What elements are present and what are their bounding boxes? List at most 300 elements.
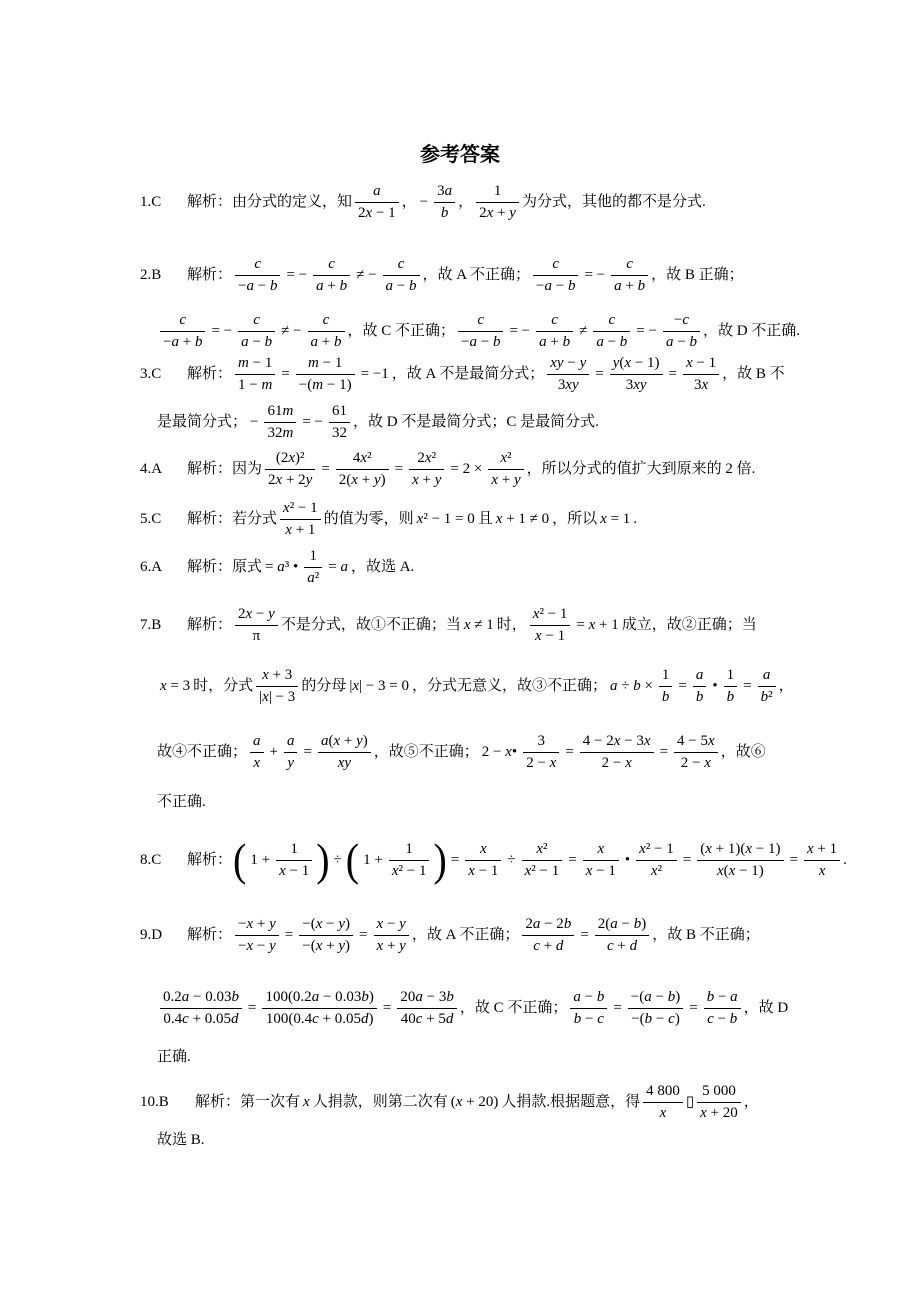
- fraction: [264, 402, 296, 443]
- answer-text: ▯: [685, 1094, 695, 1110]
- answer-text: 解析：因为: [187, 461, 263, 477]
- math-variable: b: [567, 277, 576, 294]
- answer-line: [157, 782, 206, 822]
- math-variable: x: [315, 915, 323, 932]
- math-expression: •: [712, 678, 718, 694]
- fraction-numerator: m − 1: [308, 354, 343, 371]
- math-variable: a: [610, 915, 618, 932]
- fraction: [522, 840, 563, 881]
- math-expression: x = 3: [160, 678, 191, 694]
- fraction: [724, 666, 738, 707]
- fraction: [758, 666, 776, 707]
- math-expression: =: [659, 744, 669, 760]
- answer-text: 解析：若分式: [187, 511, 278, 527]
- answer-line: [157, 1120, 205, 1160]
- fraction-numerator: [583, 840, 619, 860]
- math-variable: c: [682, 311, 690, 328]
- answer-text: ，故 A 不正确；: [422, 267, 531, 283]
- math-variable: b: [729, 1010, 738, 1027]
- math-expression: = −: [584, 267, 606, 283]
- fraction: [265, 449, 315, 490]
- math-variable: a: [596, 333, 604, 350]
- math-variable: a: [340, 559, 348, 575]
- fraction-denominator: x − 1: [583, 860, 619, 881]
- fraction-denominator: c − b: [704, 1008, 741, 1029]
- answer-text: 解析：: [187, 927, 233, 943]
- page-title: 参考答案: [420, 144, 500, 166]
- fraction-denominator: 2(x + y): [336, 469, 389, 490]
- answer-text: ，故 D 不正确.: [702, 323, 801, 339]
- fraction-numerator: 1: [661, 666, 670, 683]
- fraction-numerator: [313, 255, 350, 275]
- fraction-denominator: 2 − x: [523, 752, 559, 773]
- math-variable: x: [659, 1104, 667, 1121]
- fraction-denominator: x(x − 1): [697, 860, 783, 881]
- fraction: [683, 354, 719, 395]
- fraction: [284, 732, 298, 773]
- math-variable: b: [409, 277, 417, 294]
- fraction: [308, 311, 345, 352]
- fraction: [304, 547, 322, 588]
- fraction-numerator: 3a: [437, 182, 453, 199]
- answer-text: ，故⑤不正确；: [373, 744, 479, 760]
- fraction-numerator: [235, 255, 280, 275]
- answer-line: [140, 915, 760, 955]
- fraction-numerator: a − b: [573, 988, 605, 1005]
- answer-text: ，故 C 不正确；: [459, 1000, 568, 1016]
- math-variable: a: [311, 988, 320, 1005]
- math-variable: x: [491, 471, 498, 488]
- answer-text: 人捐款.根据题意，得: [501, 1094, 641, 1110]
- math-expression: ≠ −: [356, 267, 377, 283]
- answer-line: [157, 311, 800, 351]
- math-variable: x: [685, 354, 693, 371]
- answer-line: [157, 732, 766, 772]
- math-variable: b: [440, 204, 449, 221]
- answer-text: 解析：: [187, 267, 233, 283]
- fraction-numerator: [611, 255, 648, 275]
- fraction-denominator: −(m − 1): [296, 374, 355, 395]
- math-variable: y: [305, 471, 313, 488]
- math-variable: b: [644, 1010, 653, 1027]
- fraction: [536, 311, 573, 352]
- math-variable: d: [360, 1010, 369, 1027]
- answer-number: 4.A: [140, 461, 163, 477]
- math-variable: a: [609, 678, 618, 694]
- fraction-denominator: x + y: [488, 469, 523, 490]
- math-variable: b: [563, 915, 572, 932]
- math-expression: =: [568, 852, 577, 868]
- math-expression: a ÷ b ×: [609, 678, 653, 694]
- math-expression: =: [682, 852, 692, 868]
- answer-text: 是最简分式；: [157, 414, 248, 430]
- math-variable: c: [322, 311, 330, 328]
- math-expression: ÷: [507, 852, 516, 868]
- math-expression: •: [624, 852, 631, 868]
- math-variable: m: [282, 424, 294, 441]
- math-variable: x: [532, 605, 540, 622]
- fraction-numerator: [284, 732, 298, 752]
- fraction-denominator: [250, 752, 264, 773]
- fraction-denominator: x − 1: [530, 625, 571, 646]
- answer-text: ，故 D: [743, 1000, 789, 1016]
- math-expression: =: [789, 852, 798, 868]
- fraction-numerator: 1: [726, 666, 735, 683]
- math-expression: = a: [328, 559, 348, 575]
- math-variable: x: [701, 376, 709, 393]
- answer-text: 时，分式: [193, 678, 254, 694]
- math-variable: x: [351, 471, 358, 488]
- math-variable: b: [633, 915, 642, 932]
- fraction-denominator: a + b: [536, 331, 573, 352]
- fraction-numerator: 4 800: [646, 1082, 680, 1099]
- fraction: [610, 354, 663, 395]
- fraction-denominator: 2x − 1: [355, 202, 399, 223]
- math-variable: c: [597, 1010, 604, 1027]
- math-variable: a: [286, 732, 295, 749]
- math-variable: y: [509, 204, 516, 221]
- fraction: [593, 311, 630, 352]
- fraction: [488, 449, 523, 490]
- math-expression: = a³ •: [265, 559, 299, 575]
- fraction: [628, 988, 683, 1029]
- math-variable: a: [730, 988, 738, 1005]
- math-variable: b: [706, 988, 715, 1005]
- answer-text: ，故 A 不正确；: [411, 927, 520, 943]
- math-expression: (x + 20): [450, 1094, 499, 1110]
- math-expression: −: [250, 414, 259, 430]
- fraction: [434, 182, 455, 223]
- fraction: [697, 1082, 741, 1123]
- math-variable: a: [277, 559, 285, 575]
- fraction-numerator: 1: [290, 840, 298, 857]
- math-variable: m: [238, 354, 249, 371]
- math-expression: =: [565, 744, 574, 760]
- fraction-denominator: x + 20: [697, 1102, 741, 1123]
- answer-text: ，故⑥: [720, 744, 766, 760]
- fraction-numerator: −c: [673, 311, 690, 328]
- math-variable: xy: [550, 354, 564, 371]
- answer-line: [140, 1082, 759, 1122]
- fraction: [595, 915, 649, 956]
- math-expression: =: [613, 1000, 622, 1016]
- fraction-denominator: −a − b: [533, 275, 578, 296]
- math-expression: =: [281, 366, 290, 382]
- math-variable: x: [704, 754, 711, 771]
- answer-line: [157, 666, 794, 706]
- math-expression: x = 1: [600, 511, 631, 527]
- fraction-denominator: b²: [758, 686, 776, 707]
- answer-text: ，: [778, 678, 794, 694]
- math-variable: x: [246, 915, 254, 932]
- answer-text: 解析：: [187, 617, 233, 633]
- math-variable: b: [637, 277, 646, 294]
- math-variable: y: [268, 605, 275, 622]
- math-variable: x: [365, 204, 373, 221]
- answer-text: 解析：第一次有: [195, 1094, 301, 1110]
- math-variable: b: [231, 988, 239, 1005]
- fraction-denominator: [434, 202, 455, 223]
- fraction-numerator: 1: [493, 182, 502, 199]
- math-variable: m: [282, 402, 294, 419]
- fraction-denominator: 1 − m: [235, 374, 275, 395]
- answer-number: 1.C: [140, 194, 162, 210]
- fraction-numerator: x − 1: [685, 354, 717, 371]
- math-expression: −: [419, 194, 429, 210]
- math-expression: = −1: [360, 366, 389, 382]
- math-variable: b: [361, 988, 369, 1005]
- math-variable: b: [334, 333, 342, 350]
- parenthesis: ): [433, 833, 447, 886]
- fraction-numerator: x² − 1: [283, 499, 318, 516]
- fraction-numerator: 4 − 5x: [677, 732, 715, 749]
- math-variable: a: [573, 988, 581, 1005]
- fraction-denominator: −a + b: [160, 331, 205, 352]
- answer-text: 故选 B.: [157, 1132, 205, 1148]
- answer-text: ，故 B 不正确；: [652, 927, 760, 943]
- answer-line: [140, 547, 414, 587]
- answer-text: ，故选 A.: [350, 559, 415, 575]
- fraction-numerator: −(a − b): [630, 988, 681, 1005]
- math-expression: =: [595, 366, 604, 382]
- answer-text: .: [633, 511, 638, 527]
- fraction: [530, 605, 571, 646]
- fraction: [276, 840, 312, 881]
- fraction-denominator: 40c + 5d: [397, 1008, 456, 1029]
- math-variable: x: [279, 862, 286, 879]
- fraction-denominator: c + d: [522, 935, 574, 956]
- fraction: [458, 311, 503, 352]
- math-variable: x: [486, 204, 494, 221]
- fraction-numerator: (2x)²: [275, 449, 305, 466]
- math-variable: b: [619, 333, 628, 350]
- fraction-numerator: 3: [537, 732, 545, 749]
- math-variable: x: [745, 840, 753, 857]
- math-variable: x: [262, 666, 269, 683]
- math-expression: 1 +: [363, 852, 383, 868]
- math-variable: x: [585, 862, 593, 879]
- math-variable: d: [231, 1010, 239, 1027]
- fraction-numerator: 100(0.2a − 0.03b): [265, 988, 374, 1005]
- fraction: [299, 915, 353, 956]
- fraction: [389, 840, 430, 881]
- fraction-numerator: [536, 311, 573, 331]
- math-expression: = −: [302, 414, 323, 430]
- math-variable: b: [695, 688, 704, 705]
- fraction: [397, 988, 456, 1029]
- fraction: [355, 182, 399, 223]
- math-variable: x: [352, 678, 360, 694]
- fraction-denominator: x²: [636, 860, 677, 881]
- fraction-numerator: [250, 732, 264, 752]
- math-expression: ≠: [579, 323, 588, 339]
- math-expression: =: [321, 461, 330, 477]
- fraction: [674, 732, 718, 773]
- answer-text: 且: [477, 511, 493, 527]
- math-variable: x: [728, 862, 736, 879]
- math-variable: b: [339, 277, 348, 294]
- math-variable: x: [160, 678, 167, 694]
- fraction-numerator: x² − 1: [532, 605, 568, 622]
- math-variable: x: [288, 449, 295, 466]
- parenthesis: (: [233, 833, 247, 886]
- math-variable: a: [171, 333, 179, 350]
- math-variable: x: [650, 862, 658, 879]
- math-variable: b: [573, 1010, 582, 1027]
- math-variable: b: [726, 688, 735, 705]
- answer-number: 8.C: [140, 852, 162, 868]
- fraction-numerator: y(x − 1): [612, 354, 660, 371]
- math-variable: a: [385, 277, 394, 294]
- math-variable: x: [479, 840, 487, 857]
- math-variable: x: [700, 1104, 707, 1121]
- math-variable: a: [539, 333, 547, 350]
- fraction-numerator: x − y: [376, 915, 406, 932]
- answer-line: [140, 449, 755, 489]
- math-variable: c: [415, 1010, 423, 1027]
- math-variable: x: [588, 617, 596, 633]
- math-variable: x: [253, 754, 261, 771]
- answer-number: 9.D: [140, 927, 163, 943]
- math-variable: x: [535, 627, 542, 644]
- math-variable: x: [716, 862, 724, 879]
- math-variable: a: [181, 988, 190, 1005]
- fraction: [476, 182, 519, 223]
- math-variable: a: [695, 666, 704, 683]
- fraction: [256, 666, 298, 707]
- answer-text: ，所以分式的值扩大到原来的 2 倍.: [526, 461, 756, 477]
- math-variable: a: [246, 277, 254, 294]
- math-variable: a: [644, 988, 652, 1005]
- fraction-numerator: (x + 1)(x − 1): [700, 840, 781, 857]
- math-variable: c: [533, 937, 540, 954]
- answer-number: 3.C: [140, 366, 162, 382]
- math-variable: c: [606, 937, 614, 954]
- fraction-denominator: [693, 686, 707, 707]
- math-variable: d: [555, 937, 564, 954]
- answer-text: ，: [458, 194, 474, 210]
- fraction-denominator: |x| − 3: [256, 686, 298, 707]
- math-expression: =: [247, 1000, 257, 1016]
- fraction-numerator: 2x − y: [238, 605, 275, 622]
- math-variable: y: [399, 915, 406, 932]
- fraction-numerator: [355, 182, 399, 202]
- fraction-denominator: 3xy: [610, 374, 663, 395]
- math-expression: =: [668, 366, 677, 382]
- math-expression: +: [269, 744, 278, 760]
- math-variable: x: [536, 840, 544, 857]
- math-variable: a: [469, 333, 477, 350]
- fraction-denominator: −(b − c): [628, 1008, 683, 1029]
- math-variable: x: [376, 915, 384, 932]
- math-variable: x: [315, 937, 323, 954]
- math-variable: x: [806, 840, 814, 857]
- math-variable: x: [643, 732, 651, 749]
- fraction: [383, 255, 420, 296]
- fraction: [235, 354, 275, 395]
- fraction-denominator: x − 1: [465, 860, 501, 881]
- fraction-numerator: 4x²: [352, 449, 372, 466]
- math-expression: =: [743, 678, 752, 694]
- math-expression: = −: [636, 323, 657, 339]
- answer-number: 10.B: [140, 1094, 169, 1110]
- math-variable: x: [245, 605, 253, 622]
- math-variable: x: [262, 688, 269, 705]
- math-variable: c: [608, 311, 616, 328]
- fraction-denominator: −a − b: [458, 331, 503, 352]
- math-variable: x: [818, 862, 826, 879]
- fraction-numerator: 5 000: [702, 1082, 736, 1099]
- answer-number: 7.B: [140, 617, 162, 633]
- math-variable: xy: [565, 376, 579, 393]
- math-variable: y: [338, 937, 346, 954]
- fraction-denominator: x² − 1: [522, 860, 563, 881]
- answer-text: .: [843, 852, 847, 868]
- fraction: [693, 666, 707, 707]
- fraction-numerator: [465, 840, 501, 860]
- fraction-denominator: [724, 686, 738, 707]
- math-variable: x: [333, 732, 341, 749]
- math-variable: x: [285, 521, 292, 538]
- fraction-numerator: a(x + y): [320, 732, 368, 749]
- fraction: [523, 732, 559, 773]
- fraction: [533, 255, 578, 296]
- fraction-numerator: 61: [332, 402, 347, 419]
- math-expression: =: [284, 927, 294, 943]
- math-variable: x: [412, 471, 419, 488]
- answer-line: [140, 255, 744, 295]
- math-variable: a: [614, 277, 622, 294]
- fraction-numerator: 4 − 2x − 3x: [582, 732, 651, 749]
- fraction-numerator: 1: [405, 840, 413, 857]
- math-expression: |x| − 3 = 0: [349, 678, 409, 694]
- parenthesis: (: [345, 833, 360, 886]
- answer-line: [157, 988, 788, 1028]
- math-variable: c: [254, 255, 262, 272]
- fraction-denominator: [318, 752, 371, 773]
- parenthesis: ): [316, 833, 330, 886]
- math-variable: x: [625, 754, 632, 771]
- answer-line: [157, 402, 599, 442]
- fraction-numerator: x²: [536, 840, 548, 857]
- math-variable: c: [626, 255, 633, 272]
- answer-line: [140, 182, 706, 222]
- math-expression: = x + 1: [576, 617, 619, 633]
- math-variable: a: [253, 732, 261, 749]
- fraction-numerator: x²: [500, 449, 512, 466]
- fraction-numerator: 20a − 3b: [400, 988, 454, 1005]
- fraction: [250, 732, 264, 773]
- math-variable: m: [261, 376, 273, 393]
- fraction-numerator: 2a − 2b: [525, 915, 572, 932]
- math-variable: b: [760, 688, 769, 705]
- fraction: [643, 1082, 683, 1123]
- fraction: [697, 840, 783, 881]
- math-variable: xy: [633, 376, 647, 393]
- math-variable: b: [492, 333, 501, 350]
- fraction-denominator: x + 1: [280, 519, 321, 540]
- answer-text: 成立，故②正确；当: [621, 617, 757, 633]
- fraction-numerator: −(x − y): [302, 915, 351, 932]
- answer-text: ，: [401, 194, 417, 210]
- fraction-numerator: x + 1: [806, 840, 838, 857]
- fraction-denominator: 2x + 2y: [265, 469, 315, 490]
- math-variable: c: [552, 255, 560, 272]
- fraction-numerator: x² − 1: [639, 840, 674, 857]
- math-expression: 2 − x•: [481, 744, 518, 760]
- answer-number: 6.A: [140, 559, 163, 575]
- answer-text: ，故 B 不: [722, 366, 785, 382]
